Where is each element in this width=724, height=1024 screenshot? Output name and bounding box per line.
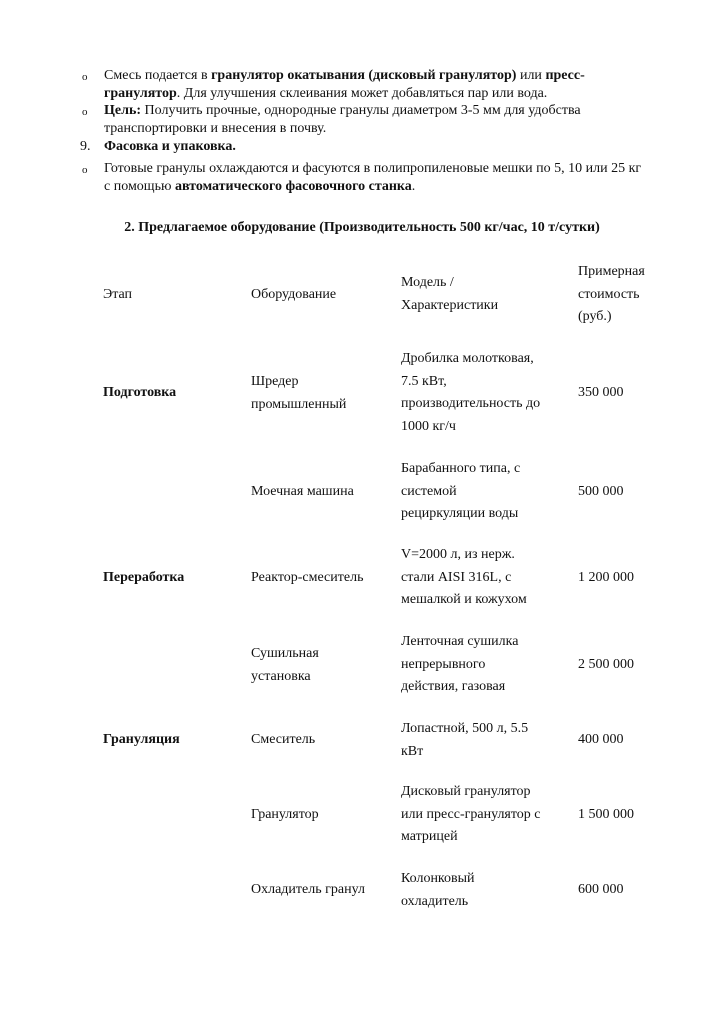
table-header-cost: Примерная стоимость (руб.) (578, 264, 645, 324)
bullet-marker: o (82, 164, 88, 176)
table-cell-model: Ленточная сушилка непрерывного действия, газовая (401, 634, 519, 694)
table-header-model: Модель / Характеристики (401, 275, 499, 313)
bullet-2-line-1: Цель: Получить прочные, однородные гранулы диаметром 3-5 мм для удобства (104, 103, 581, 118)
bullet-marker: o (82, 106, 88, 118)
table-cell-equipment: Гранулятор (251, 807, 319, 822)
table-cell-stage: Переработка (103, 570, 185, 585)
table-cell-cost: 350 000 (578, 385, 624, 400)
table-header-stage: Этап (103, 287, 133, 302)
section-heading: 2. Предлагаемое оборудование (Производительность 500 кг/час, 10 т/сутки) (124, 220, 600, 235)
table-cell-equipment: Охладитель гранул (251, 882, 365, 897)
table-cell-equipment: Моечная машина (251, 484, 354, 499)
table-cell-model: Дробилка молотковая, 7.5 кВт, производительность до 1000 кг/ч (401, 351, 541, 434)
table-cell-equipment: Шредер промышленный (251, 374, 347, 412)
table-cell-cost: 500 000 (578, 484, 624, 499)
table-cell-cost: 1 500 000 (578, 807, 634, 822)
table-cell-model: Лопастной, 500 л, 5.5 кВт (401, 721, 529, 759)
list-number: 9. (80, 139, 91, 154)
table-header-equipment: Оборудование (251, 287, 337, 302)
table-cell-cost: 2 500 000 (578, 657, 634, 672)
numbered-item-9: Фасовка и упаковка. (104, 139, 236, 154)
bullet-4-line-2: с помощью автоматического фасовочного станка. (104, 179, 416, 194)
bullet-marker: o (82, 71, 88, 83)
table-cell-equipment: Реактор-смеситель (251, 570, 364, 585)
table-cell-model: Колонковый охладитель (401, 871, 475, 909)
table-cell-equipment: Сушильная установка (251, 646, 319, 684)
bullet-2-line-2: транспортировки и внесения в почву. (104, 121, 327, 136)
bullet-4-line-1: Готовые гранулы охлаждаются и фасуются в полипропиленовые мешки по 5, 10 или 25 кг (104, 161, 642, 176)
table-cell-stage: Грануляция (103, 732, 180, 747)
table-cell-cost: 600 000 (578, 882, 624, 897)
table-cell-model: Барабанного типа, с системой рециркуляции воды (401, 461, 521, 521)
table-cell-cost: 400 000 (578, 732, 624, 747)
table-cell-cost: 1 200 000 (578, 570, 634, 585)
table-cell-model: V=2000 л, из нерж. стали AISI 316L, с мешалкой и кожухом (401, 547, 527, 607)
bullet-1-line-2: гранулятор. Для улучшения склеивания может добавляться пар или вода. (104, 86, 548, 101)
table-cell-model: Дисковый гранулятор или пресс-гранулятор с матрицей (401, 784, 541, 844)
table-cell-stage: Подготовка (103, 385, 177, 400)
bullet-1-line-1: Смесь подается в гранулятор окатывания (дисковый гранулятор) или пресс- (104, 68, 585, 83)
table-cell-equipment: Смеситель (251, 732, 316, 747)
